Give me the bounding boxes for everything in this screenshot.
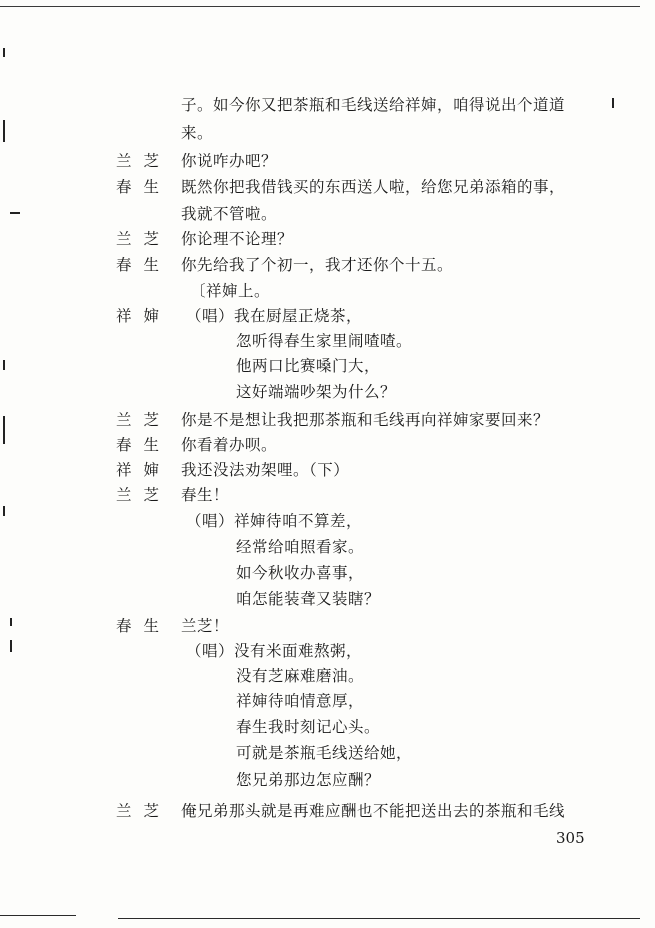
sung-line: 您兄弟那边怎应酬？ [236, 771, 381, 789]
speaker-name: 春生 [116, 256, 172, 274]
margin-mark [3, 120, 5, 142]
text-line: 我还没法劝架哩。（下） [181, 461, 350, 479]
sung-line: 他两口比赛嗓门大， [236, 357, 381, 375]
speaker-name: 兰芝 [116, 152, 172, 170]
margin-mark [10, 212, 20, 214]
text-line: 你先给我了个初一，我才还你个十五。 [181, 256, 454, 274]
margin-mark [3, 48, 5, 57]
margin-mark [3, 360, 5, 370]
bottom-rule [118, 918, 640, 919]
margin-mark [10, 640, 12, 652]
sung-line: （唱）我在厨屋正烧茶， [186, 307, 363, 325]
stage-direction: 〔祥婶上。 [190, 282, 271, 300]
speaker-name: 祥婶 [116, 307, 172, 325]
text-line: 兰芝！ [181, 617, 230, 635]
speaker-name: 春生 [116, 436, 172, 454]
sung-line: （唱）没有米面难熬粥， [186, 642, 363, 660]
sung-line: （唱）祥婶待咱不算差， [186, 512, 363, 530]
margin-mark [612, 98, 614, 108]
speaker-name: 春生 [116, 617, 172, 635]
speaker-name: 兰芝 [116, 411, 172, 429]
text-line: 你论理不论理？ [181, 230, 294, 248]
sung-line: 经常给咱照看家。 [236, 538, 365, 556]
text-line: 你是不是想让我把那茶瓶和毛线再向祥婶家要回来？ [181, 411, 550, 429]
margin-mark [3, 416, 5, 444]
page-number: 305 [556, 829, 585, 847]
sung-line: 如今秋收办喜事， [236, 564, 365, 582]
speaker-name: 兰芝 [116, 486, 172, 504]
sung-line: 祥婶待咱情意厚， [236, 692, 365, 710]
margin-mark [10, 618, 12, 626]
text-line: 既然你把我借钱买的东西送人啦，给您兄弟添箱的事， [181, 178, 566, 196]
text-line: 你看着办呗。 [181, 436, 278, 454]
text-line: 春生！ [181, 486, 230, 504]
sung-line: 这好端端吵架为什么？ [236, 383, 397, 401]
speaker-name: 祥婶 [116, 461, 172, 479]
sung-line: 咱怎能装聋又装瞎？ [236, 590, 381, 608]
speaker-name: 春生 [116, 178, 172, 196]
bottom-rule [0, 915, 76, 916]
text-line: 你说咋办吧？ [181, 152, 278, 170]
sung-line: 没有芝麻难磨油。 [236, 667, 365, 685]
text-line: 来。 [181, 124, 214, 142]
margin-mark [3, 506, 5, 516]
sung-line: 忽听得春生家里闹喳喳。 [236, 332, 413, 350]
sung-line: 可就是茶瓶毛线送给她， [236, 744, 413, 762]
text-line: 我就不管啦。 [181, 205, 278, 223]
top-rule [0, 6, 640, 7]
speaker-name: 兰芝 [116, 230, 172, 248]
sung-line: 春生我时刻记心头。 [236, 718, 381, 736]
speaker-name: 兰芝 [116, 802, 172, 820]
text-line: 俺兄弟那头就是再难应酬也不能把送出去的茶瓶和毛线 [181, 802, 566, 820]
text-line: 子。如今你又把茶瓶和毛线送给祥婶，咱得说出个道道 [181, 96, 566, 114]
